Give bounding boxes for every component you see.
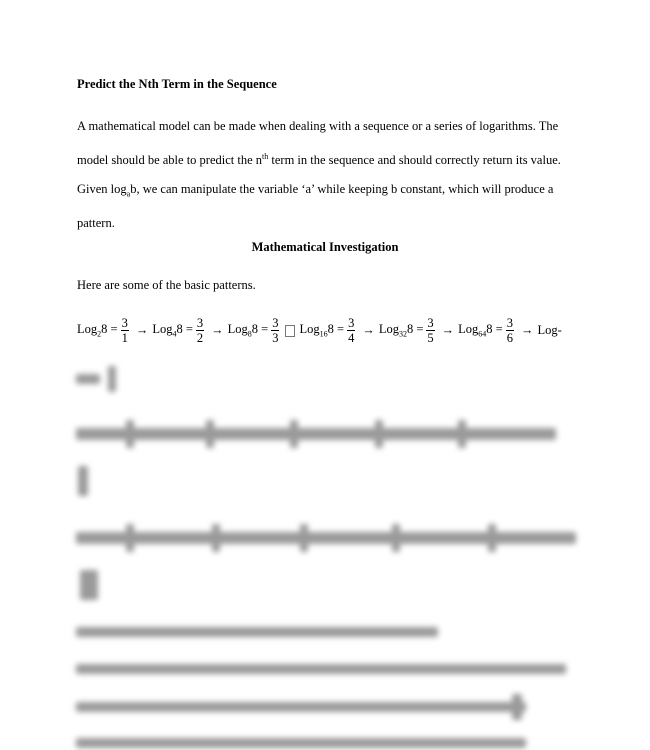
arrow-icon: → (362, 323, 375, 337)
paragraph-text: model should be able to predict the n (77, 152, 263, 167)
intro-sentence: Here are some of the basic patterns. (77, 278, 256, 292)
arrow-icon: → (520, 323, 534, 337)
section-heading: Mathematical Investigation (251, 240, 399, 254)
denominator: 2 (196, 331, 204, 345)
log-arg: 8 = (176, 322, 193, 337)
denominator: 6 (506, 331, 513, 345)
log-prefix: Log (378, 322, 399, 337)
log-base: 4 (172, 329, 177, 339)
superscript: th (262, 151, 269, 161)
arrow-icon: → (135, 323, 149, 337)
log-arg: 8 = (251, 322, 269, 337)
numerator: 3 (427, 316, 434, 330)
log-arg: 8 = (101, 322, 118, 337)
log-base: 64 (478, 329, 487, 339)
arrow-icon: → (211, 323, 224, 337)
paragraph-line: pattern. (77, 216, 115, 231)
denominator: 4 (348, 331, 355, 345)
paragraph-line: A mathematical model can be made when dealing with a sequence or a series of logarithms. The (77, 119, 559, 133)
document-title: Predict the Nth Term in the Sequence (77, 77, 277, 91)
denominator: 3 (272, 331, 279, 345)
denominator: 5 (427, 331, 434, 345)
log-base: 2 (97, 329, 102, 339)
arrow-icon: → (441, 323, 455, 337)
numerator: 3 (506, 316, 513, 330)
log-arg: 8 = (406, 322, 424, 337)
numerator: 3 (121, 316, 128, 330)
log-arg: 8 = (486, 322, 503, 337)
log-prefix: Log (299, 322, 320, 337)
log-prefix: Log (77, 322, 98, 337)
paragraph-text: b, we can manipulate the variable ‘a’ while keeping b constant, which will produce a (130, 182, 554, 197)
log-base: 16 (319, 329, 328, 339)
subscript: a (126, 189, 131, 199)
numerator: 3 (196, 316, 204, 330)
sequence-tail: Log- (537, 323, 562, 337)
numerator: 3 (348, 316, 355, 330)
log-prefix: Log (152, 322, 173, 337)
denominator: 1 (121, 331, 128, 345)
log-prefix: Log (458, 322, 479, 337)
log-base: 8 (247, 329, 252, 339)
numerator: 3 (272, 316, 279, 330)
log-base: 32 (398, 329, 407, 339)
log-arg: 8 = (327, 322, 345, 337)
paragraph-text: term in the sequence and should correctly return its value. (268, 152, 561, 167)
log-prefix: Log (227, 322, 248, 337)
paragraph-text: Given log (77, 182, 127, 197)
